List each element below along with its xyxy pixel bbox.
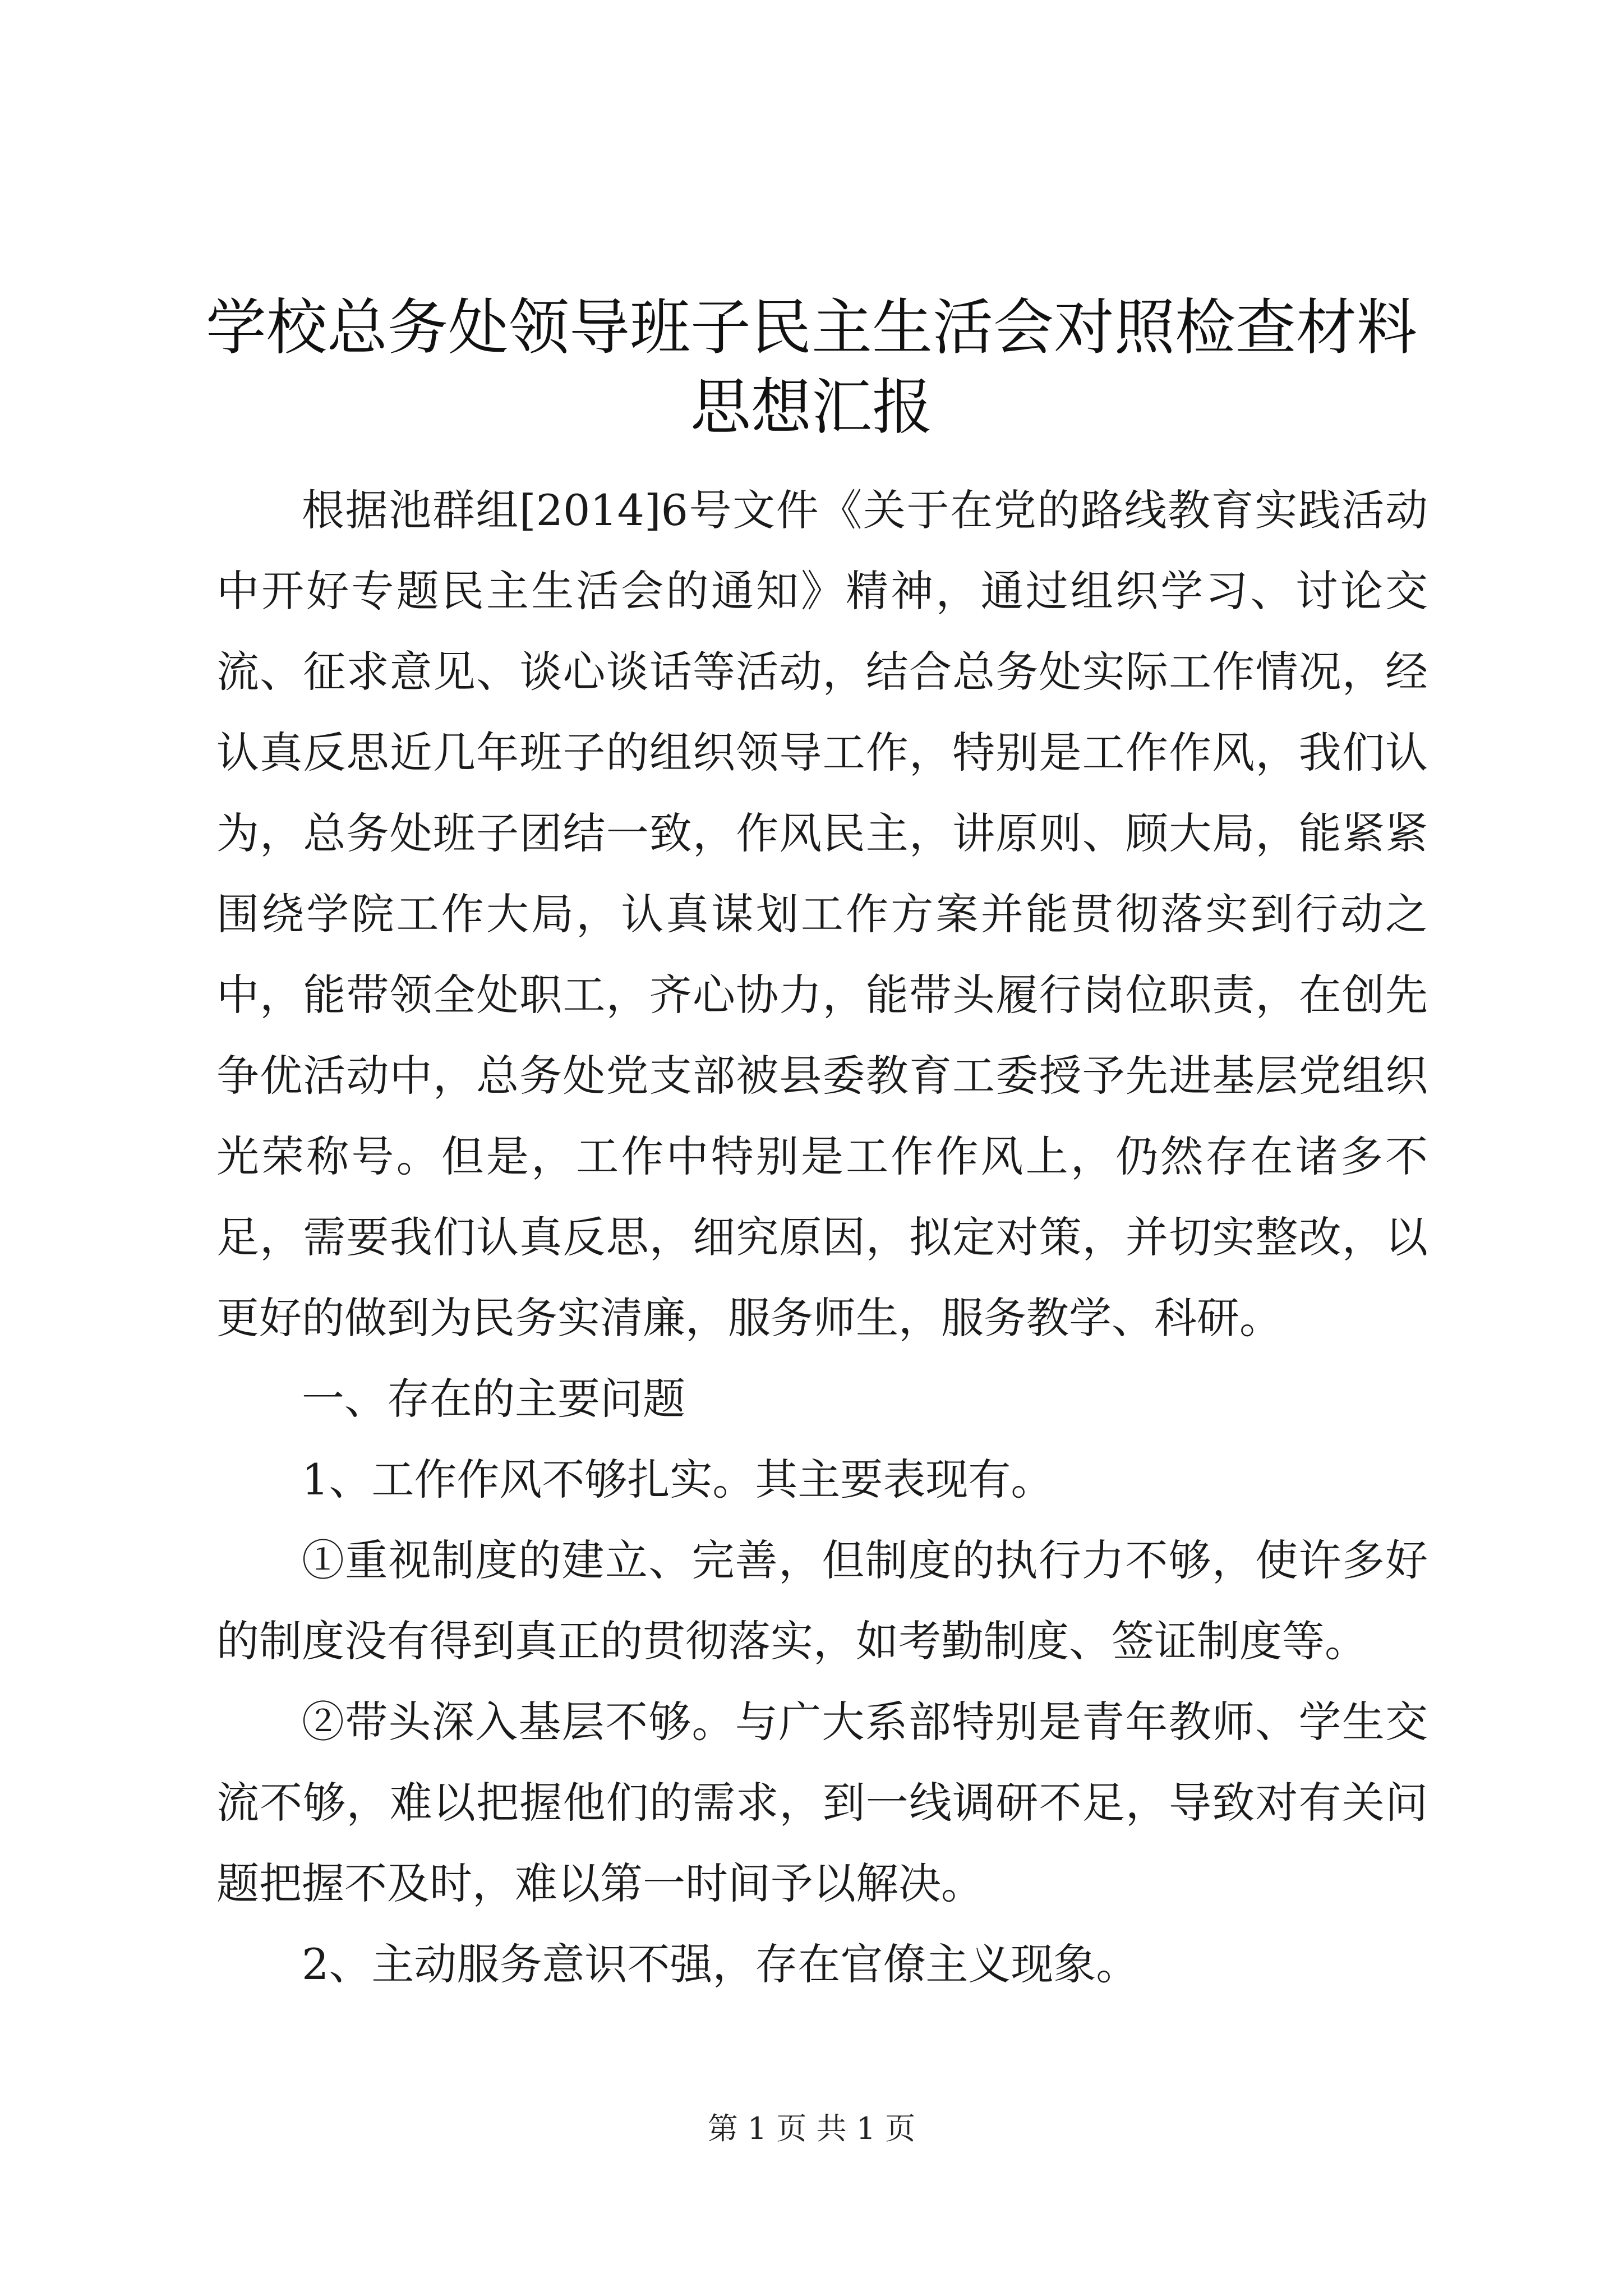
problem-1-heading: 1、工作作风不够扎实。其主要表现有。 [302,1455,1054,1504]
section-heading-problems: 一、存在的主要问题 [302,1374,685,1424]
intro-paragraph: 根据池群组[2014]6号文件《关于在党的路线教育实践活动中开好专题民主生活会的通知》精神，通过组织学习、讨论交流、征求意见、谈心谈话等活动，结合总务处实际工作情况，经认真反思近几年班子的组织领导工作，特别是工作作风，我们认为，总务处班子团结一致，作风民主，讲原则、顾大局，能紧紧围绕学院工作大局，认真谋划工作方案并能贯彻落实到行动之中，能带领全处职工，齐心协力，能带头履行岗位职责，在创先争优活动中，总务处党支部被县委教育工委授予先进基层党组织光荣称号。但是，工作中特别是工作作风上，仍然存在诸多不足，需要我们认真反思，细究原因，拟定对策，并切实整改，以更好的做到为民务实清廉，服务师生，服务教学、科研。 [216,485,1428,1343]
page-footer: 第 1 页 共 1 页 [707,2111,916,2146]
problem-1-item-a: ①重视制度的建立、完善，但制度的执行力不够，使许多好的制度没有得到真正的贯彻落实，如考勤制度、签证制度等。 [216,1535,1428,1666]
document-body [216,470,1428,2005]
problem-1-item-b: ②带头深入基层不够。与广大系部特别是青年教师、学生交流不够，难以把握他们的需求，到一线调研不足，导致对有关问题把握不及时，难以第一时间予以解决。 [216,1697,1428,1908]
document-title-line-1: 学校总务处领导班子民主生活会对照检查材料 [205,293,1417,363]
problem-2-heading: 2、主动服务意识不强，存在官僚主义现象。 [302,1939,1139,1989]
document-title-line-2: 思想汇报 [690,372,933,443]
